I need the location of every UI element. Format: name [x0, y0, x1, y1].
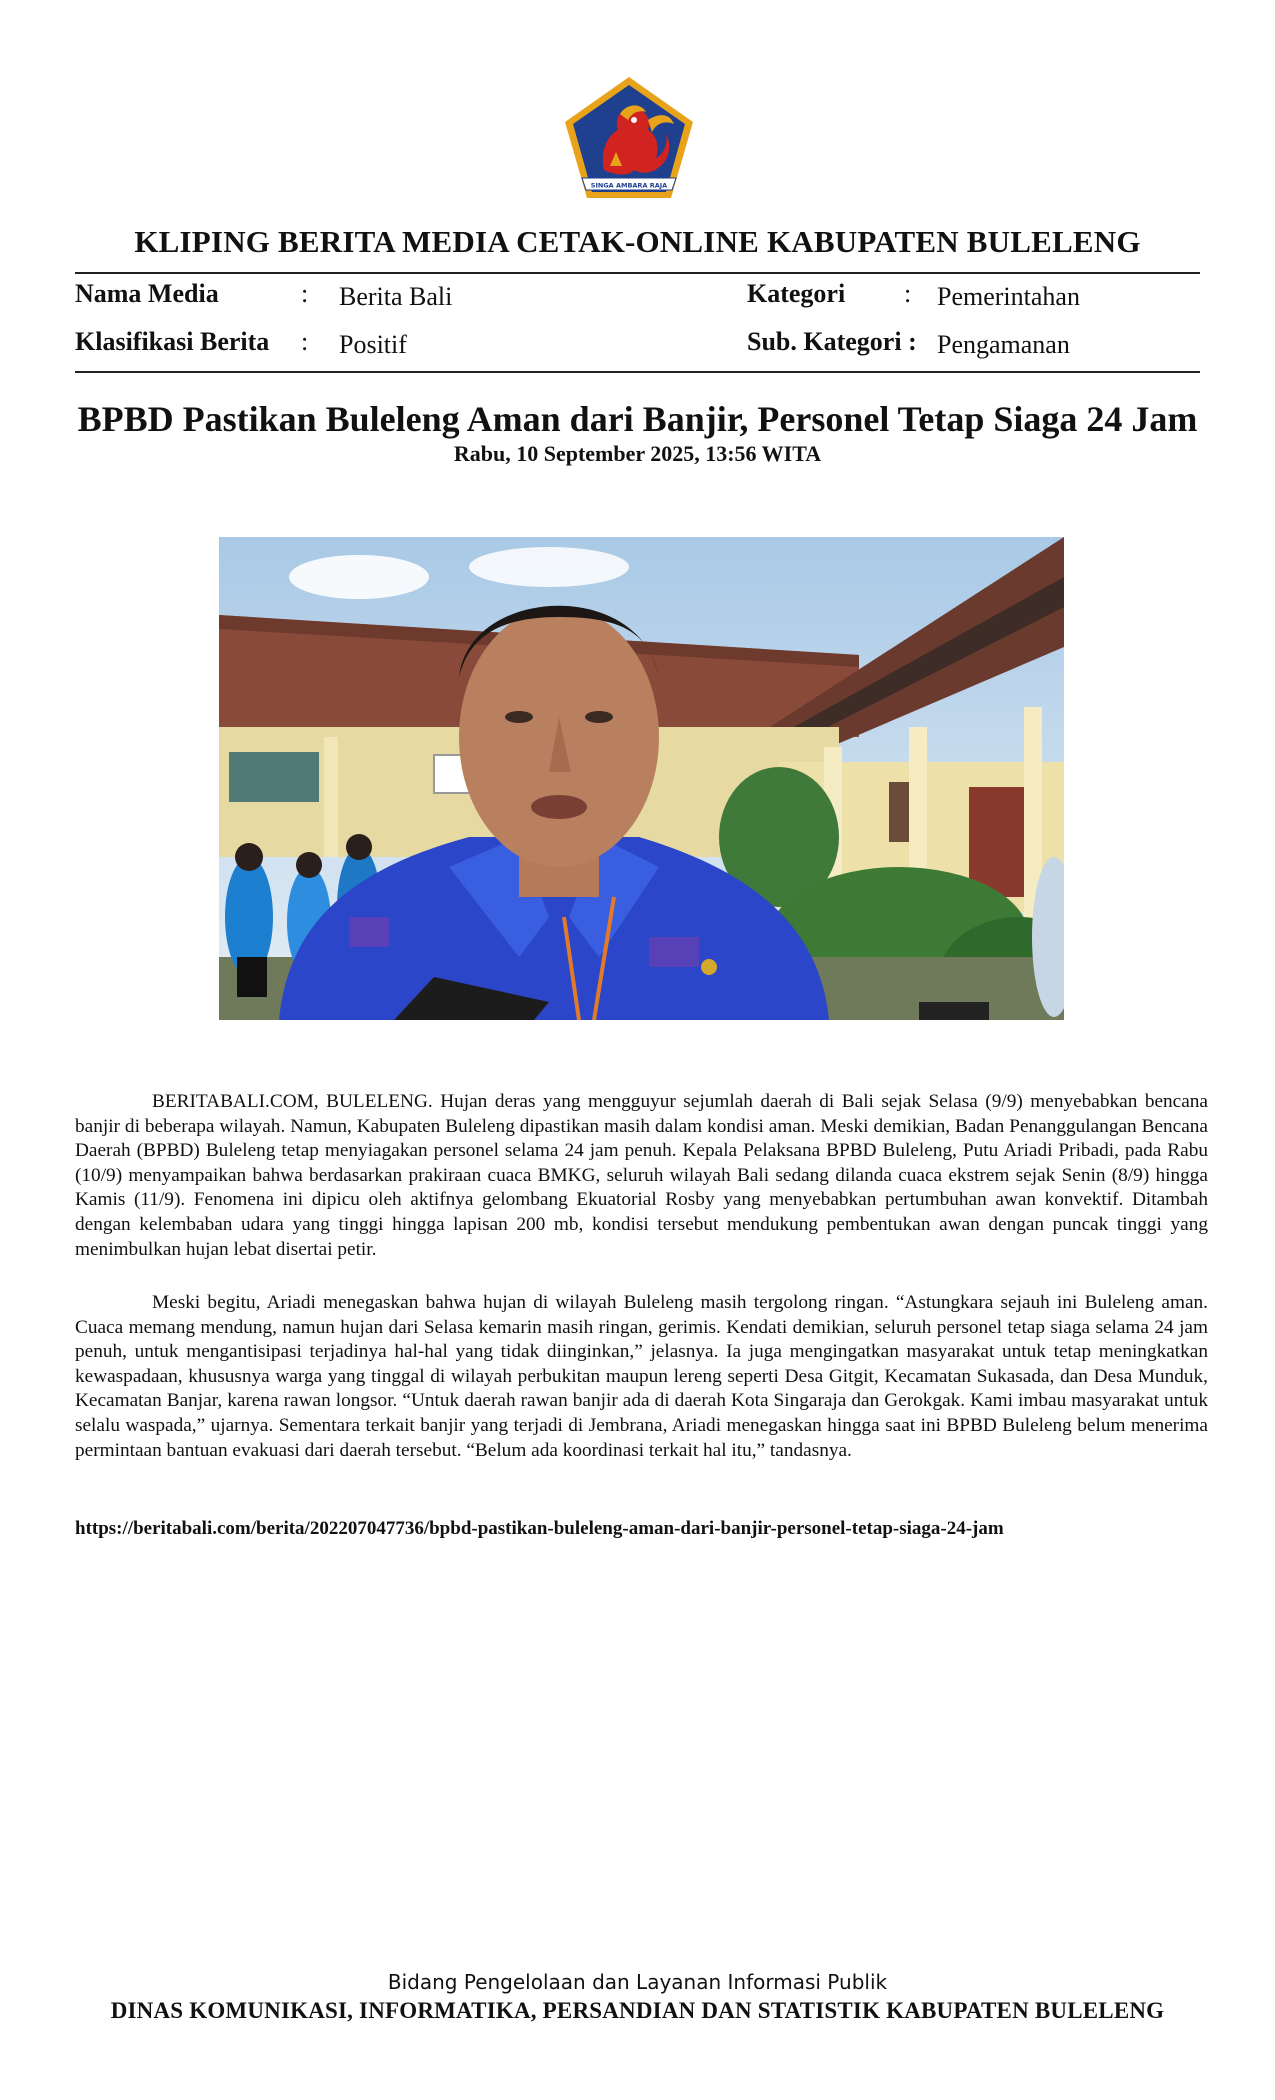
header-divider-bottom [75, 371, 1200, 373]
header-divider-top [75, 272, 1200, 274]
article-headline: BPBD Pastikan Buleleng Aman dari Banjir, Personel Tetap Siaga 24 Jam [77, 399, 1198, 439]
buleleng-crest-icon [560, 74, 698, 202]
document-title: KLIPING BERITA MEDIA CETAK-ONLINE KABUPATEN BULELENG [134, 224, 1141, 259]
klasifikasi-colon: : [301, 327, 309, 356]
subkategori-label: Sub. Kategori : [747, 327, 917, 356]
source-url-link[interactable]: https://beritabali.com/berita/202207047736/bpbd-pastikan-buleleng-aman-dari-banjir-personel-tetap-siaga-24-jam [75, 1518, 1004, 1539]
media-value: Berita Bali [339, 282, 453, 311]
crest-motto: SINGA AMBARA RAJA [590, 181, 668, 190]
subkategori-value: Pengamanan [937, 330, 1070, 359]
klasifikasi-label: Klasifikasi Berita [75, 327, 270, 356]
media-label: Nama Media [75, 279, 219, 308]
footer-agency: DINAS KOMUNIKASI, INFORMATIKA, PERSANDIAN DAN STATISTIK KABUPATEN BULELENG [110, 1998, 1165, 2023]
footer-division: Bidang Pengelolaan dan Layanan Informasi Publik [387, 1970, 888, 1994]
article-paragraph: BERITABALI.COM, BULELENG. Hujan deras yang mengguyur sejumlah daerah di Bali sejak Selasa (9/9) menyebabkan bencana banjir di beberapa wilayah. Namun, Kabupaten Buleleng dipastikan masih dalam kondisi aman. Meski demikian, Badan Penanggulangan Bencana Daerah (BPBD) Buleleng tetap menyiagakan personel selama 24 jam penuh. Kepala Pelaksana BPBD Buleleng, Putu Ariadi Pribadi, pada Rabu (10/9) menyampaikan bahwa berdasarkan prakiraan cuaca BMKG, seluruh wilayah Bali sedang dilanda cuaca ekstrem sejak Senin (8/9) hingga Kamis (11/9). Fenomena ini dipicu oleh aktifnya gelombang Ekuatorial Rosby yang menyebabkan pertumbuhan awan konvektif. Ditambah dengan kelembaban udara yang tinggi hingga lapisan 200 mb, kondisi tersebut mendukung pembentukan awan dengan puncak tinggi yang menimbulkan hujan lebat disertai petir. [75, 1091, 1208, 1260]
kategori-value: Pemerintahan [937, 282, 1080, 311]
article-photo [219, 537, 1064, 1020]
kategori-label: Kategori [747, 279, 846, 308]
klasifikasi-value: Positif [339, 330, 407, 359]
kategori-colon: : [904, 279, 912, 308]
article-paragraph: Meski begitu, Ariadi menegaskan bahwa hujan di wilayah Buleleng masih tergolong ringan. “Astungkara sejauh ini Buleleng aman. Cuaca memang mendung, namun hujan dari Selasa kemarin masih ringan, gerimis. Kendati demikian, seluruh personel tetap siaga selama 24 jam penuh, untuk mengantisipasi terjadinya hal-hal yang tidak diinginkan,” jelasnya. Ia juga mengingatkan masyarakat untuk tetap meningkatkan kewaspadaan, khususnya warga yang tinggal di wilayah perbukitan maupun lereng seperti Desa Gitgit, Kecamatan Sukasada, dan Desa Munduk, Kecamatan Banjar, karena rawan longsor. “Untuk daerah rawan banjir ada di daerah Kota Singaraja dan Gerokgak. Kami imbau masyarakat untuk selalu waspada,” ujarnya. Sementara terkait banjir yang terjadi di Jembrana, Ariadi menegaskan hingga saat ini BPBD Buleleng belum menerima permintaan bantuan evakuasi dari daerah tersebut. “Belum ada koordinasi terkait hal itu,” tandasnya. [75, 1292, 1208, 1461]
media-colon: : [301, 279, 309, 308]
article-date: Rabu, 10 September 2025, 13:56 WITA [453, 441, 822, 466]
